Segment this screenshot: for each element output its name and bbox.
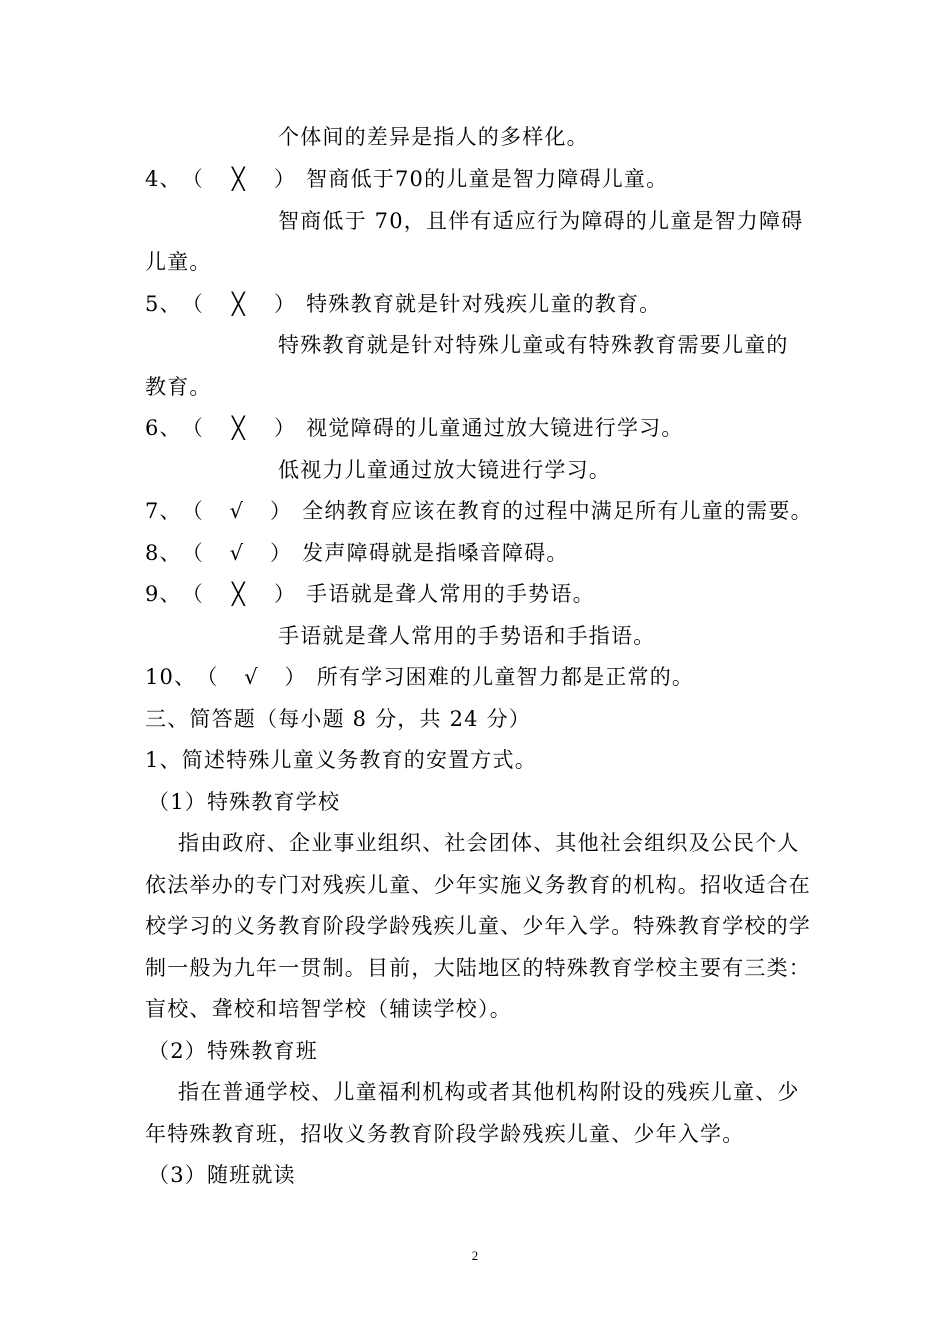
item-statement: 全纳教育应该在教育的过程中满足所有儿童的需要。 (302, 499, 813, 523)
paren-open: （ (181, 582, 204, 606)
correction-line: 智商低于 70，且伴有适应行为障碍的儿童是智力障碍 (278, 209, 804, 233)
subheading: （2）特殊教育班 (148, 1039, 318, 1063)
section-heading: 三、简答题（每小题 8 分，共 24 分） (145, 707, 531, 731)
judgement-item-4 (145, 164, 668, 194)
paragraph-line: 校学习的义务教育阶段学龄残疾儿童、少年入学。特殊教育学校的学 (145, 914, 811, 938)
paren-close: ） (273, 167, 297, 191)
question-title: 1、简述特殊儿童义务教育的安置方式。 (145, 748, 537, 772)
item-number: 4、 (145, 167, 182, 191)
judgement-item-6 (145, 413, 684, 443)
subheading: （3）随班就读 (148, 1163, 296, 1187)
judgement-item-7 (145, 496, 813, 526)
judgement-item-9 (145, 579, 595, 609)
item-number: 10、 (145, 665, 197, 689)
page-number: 2 (471, 1248, 479, 1263)
paren-open: （ (181, 541, 204, 565)
item-statement: 手语就是聋人常用的手势语。 (306, 582, 595, 606)
item-number: 6、 (145, 416, 182, 440)
paren-close: ） (273, 292, 297, 316)
paren-open: （ (181, 292, 204, 316)
text-line: 教育。 (145, 375, 212, 399)
paragraph-line: 指由政府、企业事业组织、社会团体、其他社会组织及公民个人 (178, 831, 800, 855)
judgement-item-8 (145, 538, 569, 568)
cross-mark-icon: ╳ (232, 292, 246, 316)
item-number: 7、 (145, 499, 182, 523)
check-mark-icon: √ (229, 541, 245, 565)
check-mark-icon: √ (244, 665, 259, 689)
check-mark-icon: √ (229, 499, 245, 523)
item-number: 9、 (145, 582, 182, 606)
paren-close: ） (269, 541, 293, 565)
paren-close: ） (284, 665, 307, 689)
paren-open: （ (196, 665, 219, 689)
subheading: （1）特殊教育学校 (148, 790, 341, 814)
item-number: 5、 (145, 292, 182, 316)
paren-close: ） (273, 582, 297, 606)
paragraph-line: 盲校、聋校和培智学校（辅读学校）。 (145, 997, 512, 1021)
cross-mark-icon: ╳ (232, 416, 246, 440)
item-statement: 所有学习困难的儿童智力都是正常的。 (316, 665, 695, 689)
paragraph-line: 依法举办的专门对残疾儿童、少年实施义务教育的机构。招收适合在 (145, 873, 811, 897)
paren-open: （ (181, 167, 204, 191)
item-statement: 智商低于70的儿童是智力障碍儿童。 (306, 167, 669, 191)
item-statement: 视觉障碍的儿童通过放大镜进行学习。 (306, 416, 684, 440)
text-line: 儿童。 (145, 250, 212, 274)
judgement-item-10 (145, 662, 694, 692)
item-statement: 特殊教育就是针对残疾儿童的教育。 (306, 292, 662, 316)
correction-line: 手语就是聋人常用的手势语和手指语。 (278, 624, 656, 648)
cross-mark-icon: ╳ (232, 167, 246, 191)
paren-open: （ (181, 416, 204, 440)
paragraph-line: 年特殊教育班，招收义务教育阶段学龄残疾儿童、少年入学。 (145, 1122, 745, 1146)
cross-mark-icon: ╳ (232, 582, 246, 606)
paragraph-line: 制一般为九年一贯制。目前，大陆地区的特殊教育学校主要有三类： (145, 956, 811, 980)
item-statement: 发声障碍就是指嗓音障碍。 (302, 541, 569, 565)
judgement-item-5 (145, 289, 661, 319)
text-line: 个体间的差异是指人的多样化。 (278, 125, 589, 149)
paren-close: ） (273, 416, 297, 440)
item-number: 8、 (145, 541, 182, 565)
paren-open: （ (181, 499, 204, 523)
correction-line: 低视力儿童通过放大镜进行学习。 (278, 458, 611, 482)
paragraph-line: 指在普通学校、儿童福利机构或者其他机构附设的残疾儿童、少 (178, 1080, 800, 1104)
paren-close: ） (269, 499, 293, 523)
correction-line: 特殊教育就是针对特殊儿童或有特殊教育需要儿童的 (278, 333, 789, 357)
